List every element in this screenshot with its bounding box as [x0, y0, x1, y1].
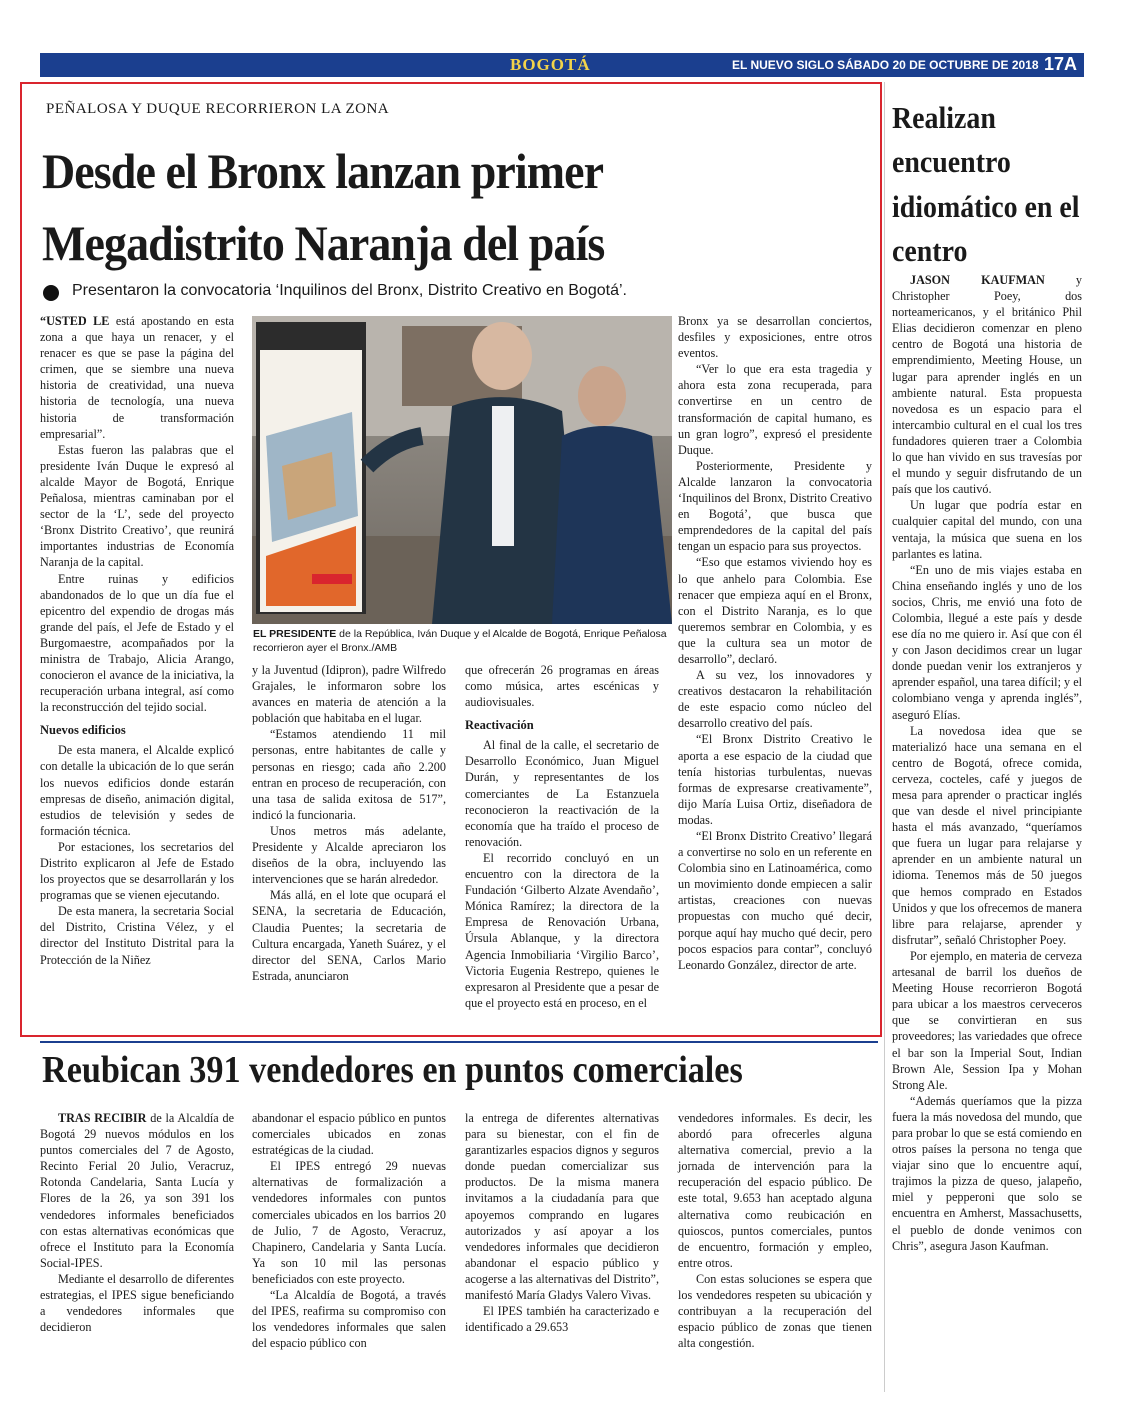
article-column-2 [252, 662, 446, 984]
paragraph: “La Alcaldía de Bogotá, a través del IPES, reafirma su compromiso con los vendedores informales que salen del espacio público con [252, 1288, 446, 1351]
paragraph: Unos metros más adelante, Presidente y Alcalde apreciaron los diseños de la obra, incluyendo las intervenciones que se harán alrededor. [252, 823, 446, 887]
article-column-1 [40, 313, 234, 968]
paragraph: El IPES entregó 29 nuevas alternativas de formalización a vendedores informales con puntos comerciales ubicados en los barrios 20 de Julio, 7 de Agosto, Veracruz, Chapinero, Candelaria y Santa Lucía. Ya son 10 mil las personas beneficiados con este proyecto. [252, 1159, 446, 1286]
bottom-column-4 [678, 1110, 872, 1351]
masthead-date: EL NUEVO SIGLO SÁBADO 20 DE OCTUBRE DE 2018 [732, 58, 1039, 72]
article-column-4 [678, 313, 872, 973]
bottom-column-1 [40, 1110, 234, 1335]
section-label: BOGOTÁ [510, 55, 591, 74]
paragraph: Al final de la calle, el secretario de Desarrollo Económico, Juan Miguel Durán, y representantes de los comerciantes de La Estanzuela reconocieron la reactivación de la economía que ha traído el proceso de renovación. [465, 738, 659, 849]
page-number: 17A [1044, 54, 1078, 74]
paragraph: “Eso que estamos viviendo hoy es lo que anhelo para Colombia. Ese renacer que empieza aquí en el Bronx, con el Distrito Naranja, es lo que queremos sembrar en Colombia, y es que la cultura sea un motor de desarrollo”, declaró. [678, 555, 872, 666]
paragraph: “Estamos atendiendo 11 mil personas, entre habitantes de calle y personas en riesgo; cada año 2.200 entran en proceso de recuperación, con una tasa de salida exitosa de 517”, indicó la funcionaria. [252, 727, 446, 822]
paragraph: abandonar el espacio público en puntos comerciales ubicados en zonas estratégicas de la ciudad. [252, 1111, 446, 1158]
bottom-headline: Reubican 391 vendedores en puntos comerciales [42, 1049, 743, 1091]
paragraph: Posteriormente, Presidente y Alcalde lanzaron la convocatoria ‘Inquilinos del Bronx, Distrito Creativo en Bogotá’, que busca que emprendedores de la capital del país tengan un espacio para sus proyectos. [678, 458, 872, 554]
paragraph: la entrega de diferentes alternativas para su bienestar, con el fin de garantizarles espacios dignos y seguros donde puedan comercializar sus productos. De la misma manera invitamos a la ciudadanía para que apoyemos comprando en lugares autorizados y así apoyar a los vendedores informales que decidieron abandonar el espacio público y acogerse a las alternativas del Distrito”, manifestó María Gladys Valero Vivas. [465, 1111, 659, 1303]
bottom-column-2 [252, 1110, 446, 1351]
bottom-column-3 [465, 1110, 659, 1335]
paragraph: y Christopher Poey, dos norteamericanos, y el británico Phil Elias decidieron comenzar en pleno centro de Bogotá una historia de emprendimiento, Meeting House, un lugar para aprender inglés en un ambiente natural. Esta propuesta novedosa es un espacio para el intercambio cultural en el cual los tres fundadores quieren traer a Colombia lo que han vivido en sus travesías por el mundo y seguir disfrutando de un país que los cautivó. [892, 273, 1082, 497]
caption-text: de la República, Iván Duque y el Alcalde de Bogotá, Enrique Peñalosa recorrieron ayer el Bronx./AMB [253, 628, 667, 655]
paragraph: Un lugar que podría estar en cualquier capital del mundo, con una ventaja, la música que suena en los parlantes es latina. [892, 498, 1082, 561]
caption-lead: EL PRESIDENTE [253, 628, 337, 640]
subhead: Reactivación [465, 718, 534, 733]
paragraph: El IPES también ha caracterizado e identificado a 29.653 [465, 1304, 659, 1335]
paragraph: y la Juventud (Idipron), padre Wilfredo Grajales, le informaron sobre los avances en materia de atención a la población que habitaba en el lugar. [252, 663, 446, 726]
paragraph: está apostando en esta zona a que haya un renacer, y el renacer es que se pase la página del crimen, que se siembre una nueva historia de creatividad, una nueva historia de tecnología, una nueva historia de transformación empresarial”. [40, 314, 234, 441]
photo-caption [253, 627, 673, 655]
subhead: Nuevos edificios [40, 723, 126, 738]
column-divider [884, 82, 885, 1392]
lead-in: JASON KAUFMAN [910, 273, 1045, 287]
paragraph: Por estaciones, los secretarios del Distrito explicaron al Jefe de Estado los proyectos que se desarrollarán y los programas que se vienen ejecutando. [40, 839, 234, 903]
paragraph: vendedores informales. Es decir, les abordó para ofrecerles alguna alternativa comercial, previo a la jornada de intervención para la recuperación del espacio público. De este total, 9.653 han aceptado alguna alternativa como reubicación en quioscos, puntos comerciales, puntos de encuentro, formación y empleo, entre otros. [678, 1111, 872, 1270]
article-column-3 [465, 662, 659, 1011]
paragraph: Con estas soluciones se espera que los vendedores respeten su ubicación y contribuyan a la recuperación del espacio público de zonas que tienen alta congestión. [678, 1271, 872, 1351]
article-deck: Presentaron la convocatoria ‘Inquilinos del Bronx, Distrito Creativo en Bogotá’. [72, 282, 627, 299]
paragraph: “Ver lo que era esta tragedia y ahora esta zona recuperada, para convertirse en un centro de transformación de capital humano, es un gran logro”, expresó el presidente Duque. [678, 362, 872, 457]
paragraph: De esta manera, la secretaria Social del Distrito, Cristina Vélez, y el director del Instituto Distrital para la Protección de la Niñez [40, 904, 234, 967]
paragraph: Por ejemplo, en materia de cerveza artesanal de barril los dueños de Meeting House recorrieron Bogotá para ubicar a los maestros cerveceros que se convirtieran en sus proveedores; las variedades que ofrece el bar son la Imperial Sout, Indian Brown Ale, Session Ipa y Mohan Strong Ale. [892, 948, 1082, 1092]
bullet-icon [43, 285, 59, 301]
sidebar-column [892, 272, 1082, 1254]
paragraph: “Además queríamos que la pizza fuera la más novedosa del mundo, que para probar lo que se está comiendo en otros países la persona no tenga que viajar sino que lo encuentre aquí, trajimos la pizza de queso, jalapeño, miel y pepperoni que solo se encuentra en Amherst, Massachusetts, el pueblo de donde venimos con Chris”, asegura Jason Kaufman. [892, 1093, 1082, 1253]
story-divider [40, 1041, 878, 1043]
paragraph: “El Bronx Distrito Creativo le aporta a ese espacio de la ciudad que tenía historias turbulentas, nuevas formas de expresarse creativamente”, dijo María Luisa Ortiz, diseñadora de modas. [678, 732, 872, 827]
lead-in: TRAS RECIBIR [58, 1111, 147, 1125]
sidebar-headline: Realizan encuentro idiomático en el centro [892, 100, 1080, 268]
paragraph: Estas fueron las palabras que el presidente Iván Duque le expresó al alcalde Mayor de Bogotá, Enrique Peñalosa, mientras caminaban por el sector de la ‘L’, sede del proyecto ‘Bronx Distrito Creativo’, que reunirá importantes industrias de Economía Naranja de la capital. [40, 442, 234, 570]
paragraph: El recorrido concluyó en un encuentro con la directora de la Fundación ‘Gilberto Alzate Avendaño’, Mónica Ramírez; la directora de la Empresa de Renovación Urbana, Úrsula Ablanque, y la directora Agencia Inmobiliaria ‘Virgilio Barco’, Victoria Eugenia Restrepo, quienes le expresaron al Presidente que a pesar de que el proyecto está en proceso, en el [465, 850, 659, 1010]
paragraph: Bronx ya se desarrollan conciertos, desfiles y exposiciones, entre otros eventos. [678, 314, 872, 361]
paragraph: “En uno de mis viajes estaba en China enseñando inglés y uno de los socios, Chris, me envió una foto de Colombia, llegué a este país y desde ese día no me quiero ir. Así que con él y con Jason decidimos crear un lugar donde puedan venir los extranjeros y aprender español, una tarea difícil; y el colombiano venga y aprenda inglés”, aseguró Elías. [892, 562, 1082, 722]
paragraph: Más allá, en el lote que ocupará el SENA, la secretaria de Educación, Claudia Puentes; la secretaria de Cultura encargada, Yaneth Suárez, y el director del SENA, Carlos Mario Estrada, anunciaron [252, 888, 446, 983]
paragraph: que ofrecerán 26 programas en áreas como música, artes escénicas y audiovisuales. [465, 663, 659, 710]
paragraph: La novedosa idea que se materializó hace una semana en el centro de Bogotá, ofrece comida, cerveza, cocteles, café y juegos de mesa para aprender o practicar inglés que van desde el nivel principiante hasta el más avanzado, “queríamos que fuera un lugar para relajarse y aprender en un ambiente natural un idioma. Tenemos más de 50 juegos que hemos comprado en Estados Unidos y que los ofrecemos de manera libre para relajarse, aprender y disfrutar”, señaló Christopher Poey. [892, 723, 1082, 947]
paragraph: Entre ruinas y edificios abandonados de lo que un día fue el epicentro del expendio de drogas más grande del país, el Jefe de Estado y el Burgomaestre, acompañados por la ministra de Trabajo, Alicia Arango, conocieron el avance de la iniciativa, la recuperación urbana integral, así como la reconstrucción del tejido social. [40, 571, 234, 715]
lead-in: “USTED LE [40, 314, 110, 328]
paragraph: Mediante el desarrollo de diferentes estrategias, el IPES sigue beneficiando a vendedores informales que decidieron [40, 1271, 234, 1335]
paragraph: “El Bronx Distrito Creativo’ llegará a convertirse no solo en un referente en Colombia sino en Latinoamérica, como un movimiento donde empiecen a salir artistas, creaciones con nuevas propuestas con mucho qué decir, porque aquí hay mucho qué decir, pero pocos espacios para contar”, concluyó Leonardo González, director de arte. [678, 829, 872, 972]
article-kicker: PEÑALOSA Y DUQUE RECORRIERON LA ZONA [46, 101, 390, 117]
paragraph: A su vez, los innovadores y creativos destacaron la rehabilitación de este espacio como núcleo del desarrollo creativo del país. [678, 668, 872, 731]
article-headline: Desde el Bronx lanzan primer Megadistrito Naranja del país [42, 143, 605, 271]
paragraph: De esta manera, el Alcalde explicó con detalle la ubicación de lo que serán los nuevos edificios donde estarán empresas de diseño, animación digital, estudios de televisión y sedes de formación técnica. [40, 743, 234, 838]
news-photo [252, 316, 672, 624]
paragraph: de la Alcaldía de Bogotá 29 nuevos módulos en los puntos comerciales del 7 de Agosto, Recinto Ferial 20 Julio, Veracruz, Rotonda Candelaria, Santa Lucía y Flores de la 26, ya son 391 los vendedores informales beneficiados con estas alternativas económicas que ofrece el Instituto para la Economía Social-IPES. [40, 1111, 234, 1270]
